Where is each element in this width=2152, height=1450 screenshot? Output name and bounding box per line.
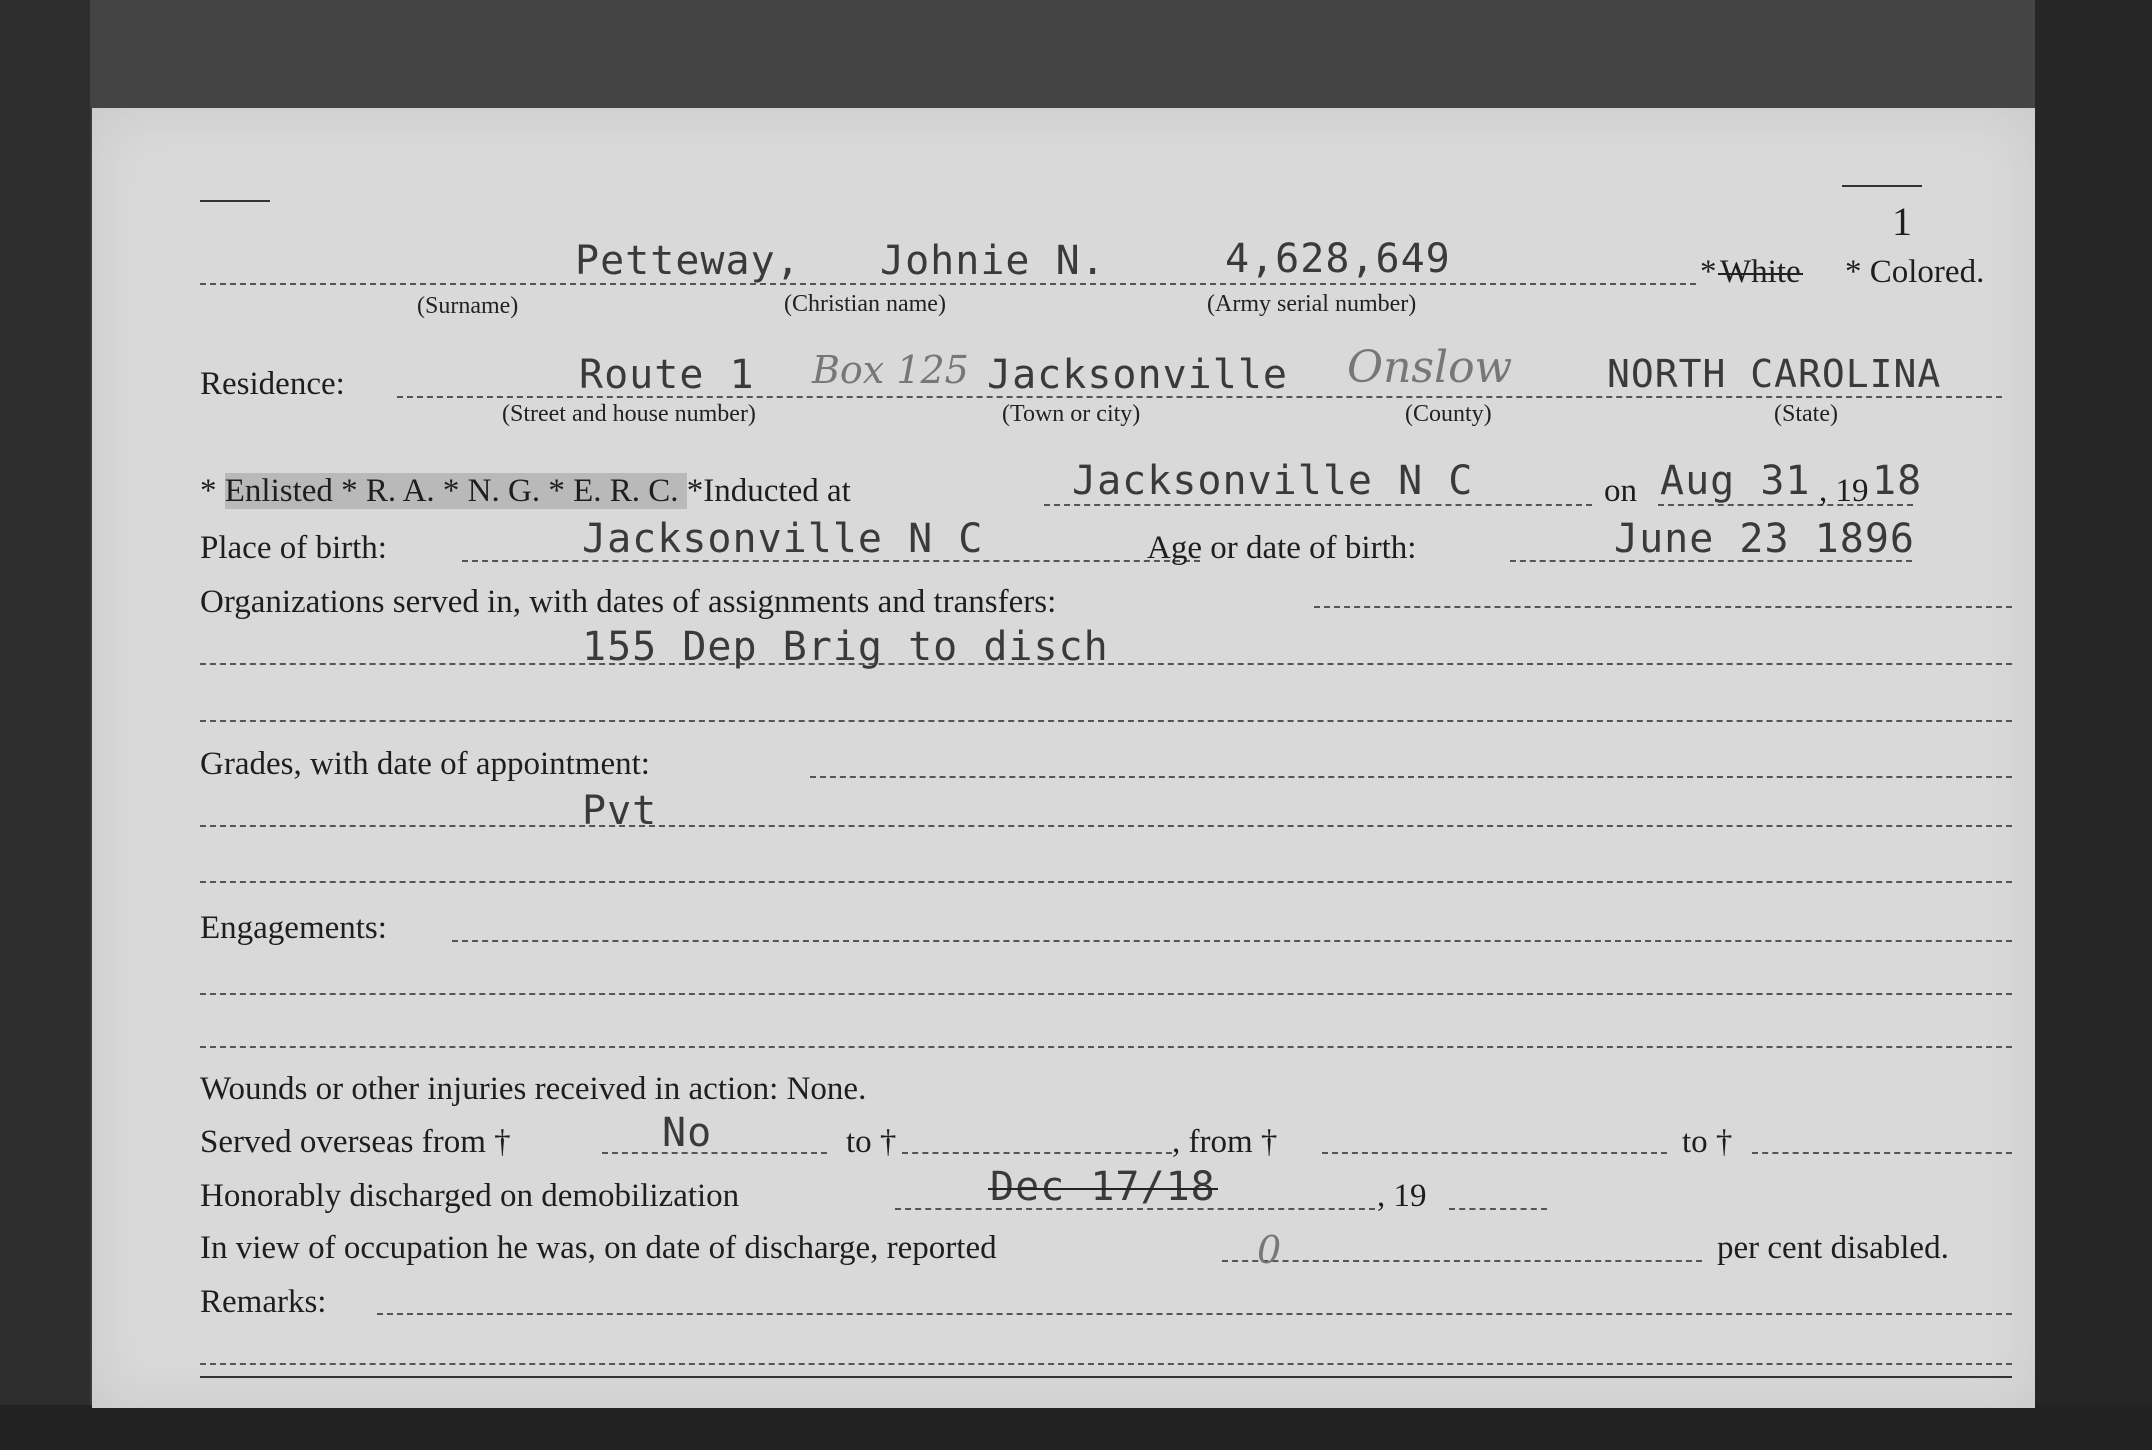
- overseas-from2-label: , from †: [1172, 1124, 1278, 1160]
- scan-background-top: [0, 0, 2152, 108]
- year-prefix: , 19: [1819, 473, 1869, 509]
- street-caption: (Street and house number): [502, 401, 756, 427]
- state-caption: (State): [1774, 401, 1838, 427]
- disability-suffix: per cent disabled.: [1717, 1230, 1949, 1266]
- grades-underline-3: [200, 881, 2012, 883]
- scan-background-bottom: [0, 1405, 2152, 1450]
- corner-mark-right: [1842, 185, 1922, 187]
- scan-background-left: [0, 0, 90, 1450]
- overseas-from-underline: [602, 1152, 827, 1154]
- induction-date-value: Aug 31: [1660, 458, 1811, 504]
- remarks-underline-1: [377, 1313, 2012, 1315]
- overseas-to-label: to †: [846, 1124, 897, 1160]
- discharge-year-suffix: , 19: [1377, 1178, 1427, 1214]
- engagements-label: Engagements:: [200, 910, 387, 946]
- overseas-from-value: No: [662, 1110, 713, 1156]
- overseas-from2-underline: [1322, 1152, 1667, 1154]
- star-marker: *: [1700, 254, 1717, 290]
- birth-date-value: June 23 1896: [1614, 516, 1915, 562]
- residence-county-handwritten: Onslow: [1347, 342, 1513, 393]
- remarks-underline-2: [200, 1363, 2012, 1365]
- engagements-underline-2: [200, 993, 2012, 995]
- surname-caption: (Surname): [417, 293, 519, 319]
- induction-date-underline: [1658, 504, 1913, 506]
- serial-number-value: 4,628,649: [1225, 236, 1451, 282]
- age-label: Age or date of birth:: [1147, 530, 1417, 566]
- christian-name-caption: (Christian name): [784, 291, 946, 317]
- place-of-birth-value: Jacksonville N C: [582, 516, 984, 562]
- inducted-at-value: Jacksonville N C: [1072, 458, 1474, 504]
- service-record-card: [92, 108, 2035, 1408]
- residence-state-value: NORTH CAROLINA: [1607, 352, 1942, 396]
- grades-label: Grades, with date of appointment:: [200, 746, 650, 782]
- enlistment-type-line: * Enlisted * R. A. * N. G. * E. R. C. *Inducted at: [200, 473, 851, 509]
- disability-underline: [1222, 1260, 1702, 1262]
- organizations-label: Organizations served in, with dates of assignments and transfers:: [200, 584, 1057, 620]
- organizations-value: 155 Dep Brig to disch: [582, 624, 1109, 670]
- wounds-text: Wounds or other injuries received in action: None.: [200, 1071, 867, 1107]
- served-overseas-label: Served overseas from †: [200, 1124, 511, 1160]
- discharge-label: Honorably discharged on demobilization: [200, 1178, 740, 1214]
- discharge-year-underline: [1449, 1208, 1547, 1210]
- overseas-to2-label: to †: [1682, 1124, 1733, 1160]
- page-number: 1: [1892, 199, 1912, 244]
- overseas-to2-underline: [1752, 1152, 2012, 1154]
- place-of-birth-label: Place of birth:: [200, 530, 387, 566]
- residence-town-value: Jacksonville: [987, 352, 1288, 398]
- card-footer-rule: [200, 1376, 2012, 1378]
- overseas-to-underline: [902, 1152, 1172, 1154]
- scan-background-right: [2035, 0, 2152, 1450]
- discharge-date-value: Dec 17/18: [990, 1164, 1216, 1210]
- county-caption: (County): [1405, 401, 1492, 427]
- engagements-underline-1: [452, 940, 2012, 942]
- grades-underline-2: [200, 825, 2012, 827]
- residence-label: Residence:: [200, 366, 345, 402]
- on-label: on: [1604, 473, 1637, 509]
- grades-value: Pvt: [582, 788, 658, 834]
- christian-name-value: Johnie N.: [880, 238, 1106, 284]
- residence-street-value: Route 1: [579, 352, 755, 398]
- engagements-underline-3: [200, 1046, 2012, 1048]
- disability-label: In view of occupation he was, on date of discharge, reported: [200, 1230, 997, 1266]
- white-option: White: [1720, 254, 1801, 290]
- residence-box-handwritten: Box 125: [812, 348, 969, 392]
- disability-value: 0: [1257, 1228, 1282, 1272]
- remarks-label: Remarks:: [200, 1284, 327, 1320]
- surname-value: Petteway,: [575, 238, 801, 284]
- inducted-underline: [1044, 504, 1592, 506]
- organizations-underline-2: [200, 663, 2012, 665]
- organizations-underline-3: [200, 720, 2012, 722]
- organizations-underline-1: [1314, 606, 2012, 608]
- corner-mark-left: [200, 200, 270, 202]
- town-caption: (Town or city): [1002, 401, 1141, 427]
- colored-option: * Colored.: [1845, 254, 1985, 290]
- grades-underline-1: [810, 776, 2012, 778]
- serial-number-caption: (Army serial number): [1207, 291, 1417, 317]
- induction-year-value: 18: [1872, 458, 1923, 504]
